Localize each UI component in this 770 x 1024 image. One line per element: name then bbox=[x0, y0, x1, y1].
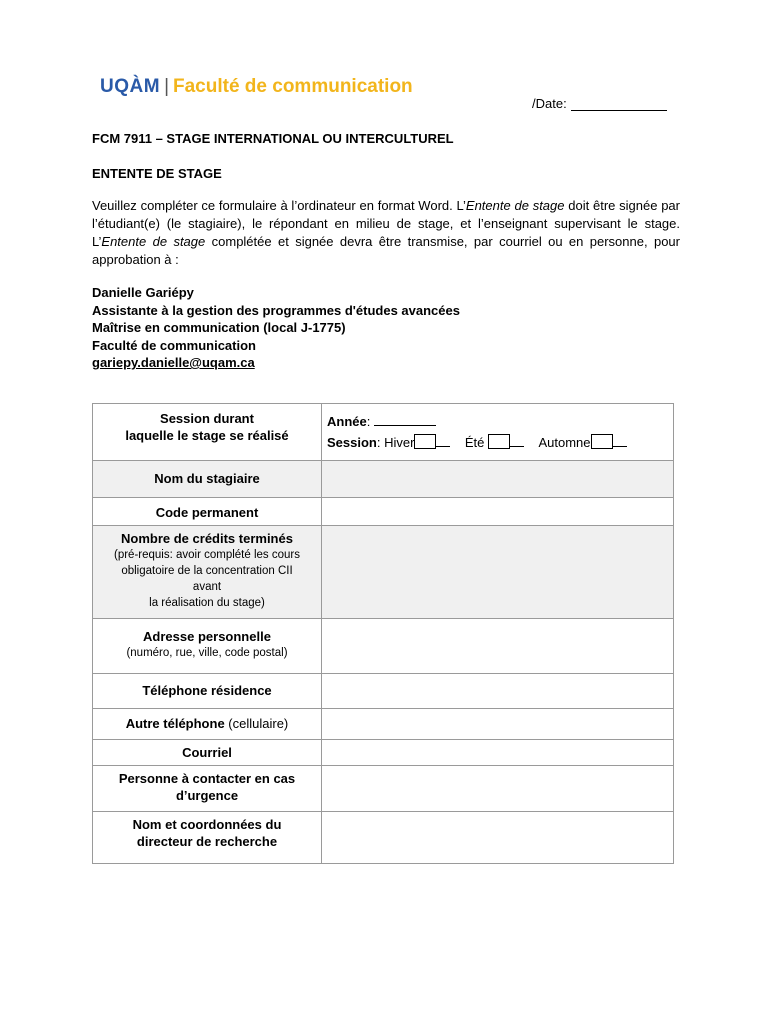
row-telephone bbox=[93, 674, 674, 709]
row-code bbox=[93, 498, 674, 526]
session-label-line1: Session durant bbox=[160, 411, 254, 426]
contact-block bbox=[92, 284, 460, 372]
credits-label-cell bbox=[93, 526, 322, 619]
courriel-label-cell bbox=[93, 740, 322, 766]
session-label-cell bbox=[93, 404, 322, 461]
row-credits bbox=[93, 526, 674, 619]
intro-part3: complétée et signée devra être transmise, par courriel ou en personne, pour approbation à : bbox=[92, 234, 680, 267]
row-nom bbox=[93, 461, 674, 498]
logo-uqam: UQÀM bbox=[100, 76, 161, 97]
date-field bbox=[532, 96, 667, 111]
ete-label: Été bbox=[464, 435, 485, 450]
directeur-label-line1: Nom et coordonnées du bbox=[132, 817, 282, 832]
directeur-label-cell bbox=[93, 812, 322, 864]
row-courriel bbox=[93, 740, 674, 766]
adresse-input-cell[interactable] bbox=[322, 619, 674, 674]
contact-email-link[interactable]: gariepy.danielle@uqam.ca bbox=[92, 355, 255, 370]
adresse-note: (numéro, rue, ville, code postal) bbox=[126, 647, 288, 659]
hiver-underline bbox=[436, 434, 450, 447]
credits-note-line4: la réalisation du stage) bbox=[149, 597, 265, 609]
date-blank[interactable] bbox=[571, 98, 667, 111]
ete-underline bbox=[510, 434, 524, 447]
telephone-label-cell bbox=[93, 674, 322, 709]
intro-part1: Veuillez compléter ce formulaire à l’ordinateur en format Word. L’ bbox=[92, 198, 466, 213]
row-directeur bbox=[93, 812, 674, 864]
directeur-input-cell[interactable] bbox=[322, 812, 674, 864]
credits-note-line1: (pré-requis: avoir complété les cours bbox=[114, 549, 300, 561]
courriel-label: Courriel bbox=[182, 745, 232, 760]
autre-tel-label-cell bbox=[93, 709, 322, 740]
autre-tel-note: (cellulaire) bbox=[224, 716, 289, 731]
code-label: Code permanent bbox=[155, 505, 259, 520]
intro-em2: Entente de stage bbox=[101, 234, 206, 249]
code-input-cell[interactable] bbox=[322, 498, 674, 526]
session-input-cell bbox=[322, 404, 674, 461]
logo-separator: | bbox=[164, 76, 169, 97]
intro-part2: doit être signée par l’étudiant(e) (le stagiaire), le répondant en milieu de stage, et l’enseignant supervisant le stage. L’ bbox=[92, 198, 680, 249]
urgence-label-line1: Personne à contacter en cas bbox=[118, 771, 296, 786]
row-urgence bbox=[93, 766, 674, 812]
annee-colon: : bbox=[366, 414, 371, 429]
date-label: /Date: bbox=[532, 96, 567, 111]
logo-faculty: Faculté de communication bbox=[173, 76, 413, 97]
annee-blank[interactable] bbox=[374, 413, 436, 426]
credits-label: Nombre de crédits terminés bbox=[121, 531, 293, 546]
urgence-input-cell[interactable] bbox=[322, 766, 674, 812]
page-subtitle: ENTENTE DE STAGE bbox=[92, 166, 222, 181]
telephone-label: Téléphone résidence bbox=[142, 683, 272, 698]
session-label: Session bbox=[327, 435, 377, 450]
urgence-label-cell bbox=[93, 766, 322, 812]
nom-label: Nom du stagiaire bbox=[154, 471, 260, 486]
row-autre-telephone bbox=[93, 709, 674, 740]
hiver-label: : Hiver bbox=[376, 435, 415, 450]
uqam-logo bbox=[100, 76, 413, 98]
urgence-label-line2: d’urgence bbox=[175, 788, 239, 803]
intro-em1: Entente de stage bbox=[465, 198, 565, 213]
contact-program: Maîtrise en communication (local J-1775) bbox=[92, 320, 346, 335]
hiver-checkbox[interactable] bbox=[414, 434, 436, 449]
page-title: FCM 7911 – STAGE INTERNATIONAL OU INTERCULTUREL bbox=[92, 131, 454, 146]
adresse-label-cell bbox=[93, 619, 322, 674]
courriel-input-cell[interactable] bbox=[322, 740, 674, 766]
intro-paragraph bbox=[92, 197, 680, 269]
automne-underline bbox=[613, 434, 627, 447]
directeur-label-line2: directeur de recherche bbox=[136, 834, 278, 849]
credits-note-line3: avant bbox=[192, 581, 222, 593]
telephone-input-cell[interactable] bbox=[322, 674, 674, 709]
code-label-cell bbox=[93, 498, 322, 526]
internship-form-table bbox=[92, 403, 674, 864]
nom-label-cell bbox=[93, 461, 322, 498]
automne-checkbox[interactable] bbox=[591, 434, 613, 449]
credits-note-line2: obligatoire de la concentration CII bbox=[121, 565, 293, 577]
autre-tel-label: Autre téléphone bbox=[125, 716, 225, 731]
ete-checkbox[interactable] bbox=[488, 434, 510, 449]
annee-label: Année bbox=[327, 414, 367, 429]
contact-faculty: Faculté de communication bbox=[92, 337, 256, 353]
nom-input-cell[interactable] bbox=[322, 461, 674, 498]
row-session bbox=[93, 404, 674, 461]
credits-input-cell[interactable] bbox=[322, 526, 674, 619]
autre-tel-input-cell[interactable] bbox=[322, 709, 674, 740]
row-adresse bbox=[93, 619, 674, 674]
adresse-label: Adresse personnelle bbox=[143, 629, 271, 644]
contact-name: Danielle Gariépy bbox=[92, 285, 194, 300]
session-label-line2: laquelle le stage se réalisé bbox=[125, 428, 289, 443]
contact-role: Assistante à la gestion des programmes d'études avancées bbox=[92, 302, 460, 318]
automne-label: Automne bbox=[538, 435, 591, 450]
